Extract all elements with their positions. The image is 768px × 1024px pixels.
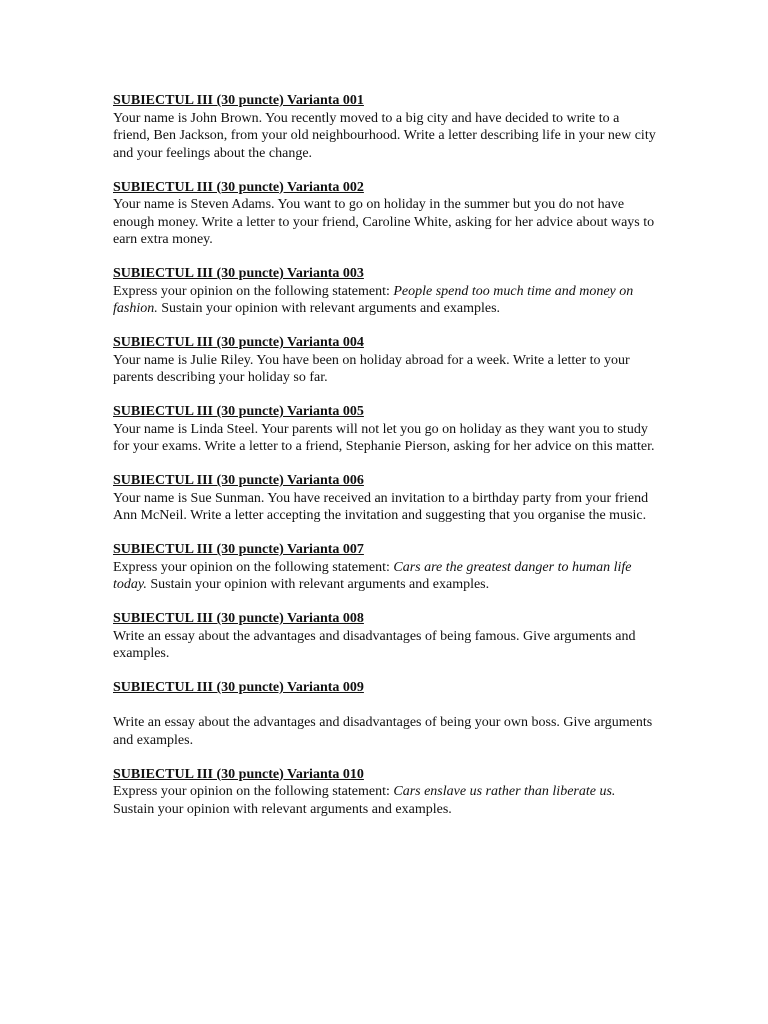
section-heading: SUBIECTUL III (30 puncte) Varianta 002 xyxy=(113,179,364,195)
section-prompt xyxy=(113,628,658,663)
section-varianta-006 xyxy=(113,472,658,525)
prompt-text: Write an essay about the advantages and disadvantages of being famous. Give arguments and examples. xyxy=(113,628,636,661)
prompt-statement: Cars enslave us rather than liberate us. xyxy=(393,784,616,799)
section-prompt xyxy=(113,352,658,387)
section-heading: SUBIECTUL III (30 puncte) Varianta 001 xyxy=(113,93,364,108)
prompt-text: Express your opinion on the following statement: xyxy=(113,283,394,299)
section-prompt xyxy=(113,490,658,525)
prompt-text: Your name is Julie Riley. You have been on holiday abroad for a week. Write a letter to your parents describing your holiday so far. xyxy=(113,352,630,385)
section-prompt xyxy=(113,110,658,163)
document-page xyxy=(113,92,658,818)
section-varianta-010 xyxy=(113,766,658,819)
section-heading: SUBIECTUL III (30 puncte) Varianta 005 xyxy=(113,404,364,419)
prompt-instruction: Sustain your opinion with relevant arguments and examples. xyxy=(146,577,490,592)
section-varianta-003 xyxy=(113,265,658,318)
prompt-text: Your name is Linda Steel. Your parents will not let you go on holiday as they want you to study for your exams. Write a letter to a friend, Stephanie Pierson, asking for her advice on this matter. xyxy=(113,421,655,454)
section-prompt xyxy=(113,421,658,456)
prompt-statement: Cars are the greatest danger to human life today. xyxy=(113,559,632,592)
prompt-text: Your name is Sue Sunman. You have received an invitation to a birthday party from your friend Ann McNeil. Write a letter accepting the invitation and suggesting that you organise the music. xyxy=(113,490,649,523)
section-heading: SUBIECTUL III (30 puncte) Varianta 004 xyxy=(113,335,364,350)
prompt-text: Express your opinion on the following statement: xyxy=(113,559,394,575)
section-heading: SUBIECTUL III (30 puncte) Varianta 003 xyxy=(113,266,364,281)
section-prompt xyxy=(113,559,658,594)
prompt-text: Your name is Steven Adams. You want to go on holiday in the summer but you do not have enough money. Write a letter to your friend, Caroline White, asking for her advice about ways to earn extra money. xyxy=(113,197,655,247)
section-varianta-009 xyxy=(113,679,658,749)
section-prompt xyxy=(113,714,658,749)
section-heading: SUBIECTUL III (30 puncte) Varianta 007 xyxy=(113,542,364,557)
section-varianta-007 xyxy=(113,541,658,594)
section-varianta-004 xyxy=(113,334,658,387)
prompt-statement: People spend too much time and money on fashion. xyxy=(113,283,634,316)
prompt-text: Write an essay about the advantages and disadvantages of being your own boss. Give arguments and examples. xyxy=(113,715,653,748)
section-varianta-005 xyxy=(113,403,658,456)
section-heading: SUBIECTUL III (30 puncte) Varianta 009 xyxy=(113,680,364,695)
section-varianta-008 xyxy=(113,610,658,663)
prompt-instruction: Sustain your opinion with relevant arguments and examples. xyxy=(113,801,452,817)
section-prompt xyxy=(113,196,658,249)
section-prompt xyxy=(113,783,658,818)
section-prompt xyxy=(113,283,658,318)
prompt-text: Your name is John Brown. You recently moved to a big city and have decided to write to a friend, Ben Jackson, from your old neighbourhood. Write a letter describing life in your new city and your feelings about the change. xyxy=(113,110,656,161)
prompt-instruction: Sustain your opinion with relevant arguments and examples. xyxy=(157,301,501,316)
prompt-text: Express your opinion on the following statement: xyxy=(113,784,394,799)
section-heading: SUBIECTUL III (30 puncte) Varianta 008 xyxy=(113,611,364,626)
section-heading: SUBIECTUL III (30 puncte) Varianta 006 xyxy=(113,473,364,488)
section-varianta-001 xyxy=(113,92,658,162)
section-heading: SUBIECTUL III (30 puncte) Varianta 010 xyxy=(113,766,364,782)
section-varianta-002 xyxy=(113,179,658,249)
